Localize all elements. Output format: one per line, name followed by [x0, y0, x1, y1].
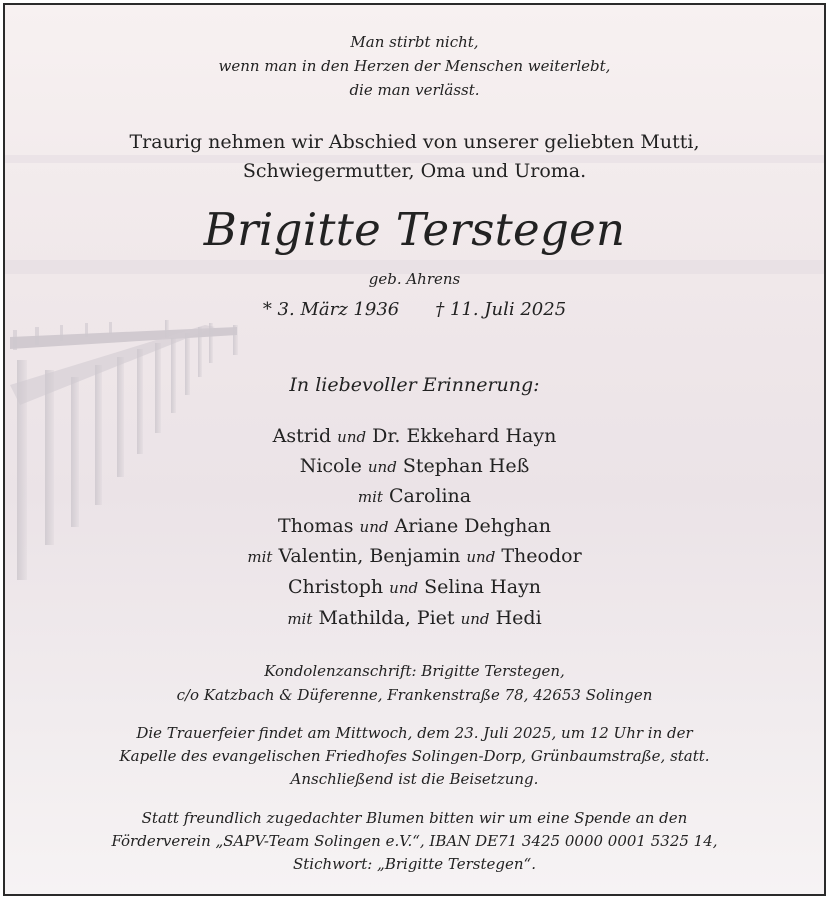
condolence-line-1: Kondolenzanschrift: Brigitte Terstegen,	[264, 662, 565, 680]
family-line-6: Christoph und Selina Hayn	[287, 576, 542, 598]
funeral-line-1: Die Trauerfeier findet am Mittwoch, dem 23. Juli 2025, um 12 Uhr in der	[136, 724, 693, 742]
family-line-7: mit Mathilda, Piet und Hedi	[287, 607, 542, 629]
memory-heading: In liebevoller Erinnerung:	[289, 374, 540, 396]
condolence-line-2: c/o Katzbach & Düferenne, Frankenstraße 78, 42653 Solingen	[176, 686, 653, 704]
donation-line-3: Stichwort: „Brigitte Terstegen“.	[293, 855, 536, 873]
obituary-card	[3, 3, 826, 896]
family-line-1: Astrid und Dr. Ekkehard Hayn	[272, 425, 557, 447]
death-date: † 11. Juli 2025	[435, 299, 567, 320]
family-line-2: Nicole und Stephan Heß	[299, 455, 530, 477]
family-line-5: mit Valentin, Benjamin und Theodor	[247, 545, 582, 567]
intro-line-2: Schwiegermutter, Oma und Uroma.	[242, 160, 587, 182]
birth-name: geb. Ahrens	[368, 270, 461, 288]
deceased-name: Brigitte Terstegen	[203, 203, 626, 256]
family-line-4: Thomas und Ariane Dehghan	[278, 515, 551, 537]
funeral-line-3: Anschließend ist die Beisetzung.	[290, 770, 539, 788]
poem-line-1: Man stirbt nicht,	[350, 33, 479, 51]
donation-line-2: Förderverein „SAPV-Team Solingen e.V.“, IBAN DE71 3425 0000 0001 5325 14,	[111, 832, 718, 850]
birth-date: * 3. März 1936	[262, 299, 400, 320]
intro-line-1: Traurig nehmen wir Abschied von unserer geliebten Mutti,	[129, 131, 700, 153]
life-dates	[5, 299, 824, 320]
poem-line-3: die man verlässt.	[349, 81, 480, 99]
donation-line-1: Statt freundlich zugedachter Blumen bitten wir um eine Spende an den	[141, 809, 688, 827]
poem-line-2: wenn man in den Herzen der Menschen weiterlebt,	[218, 57, 611, 75]
family-line-3: mit Carolina	[357, 485, 472, 507]
funeral-line-2: Kapelle des evangelischen Friedhofes Solingen-Dorp, Grünbaumstraße, statt.	[119, 747, 710, 765]
